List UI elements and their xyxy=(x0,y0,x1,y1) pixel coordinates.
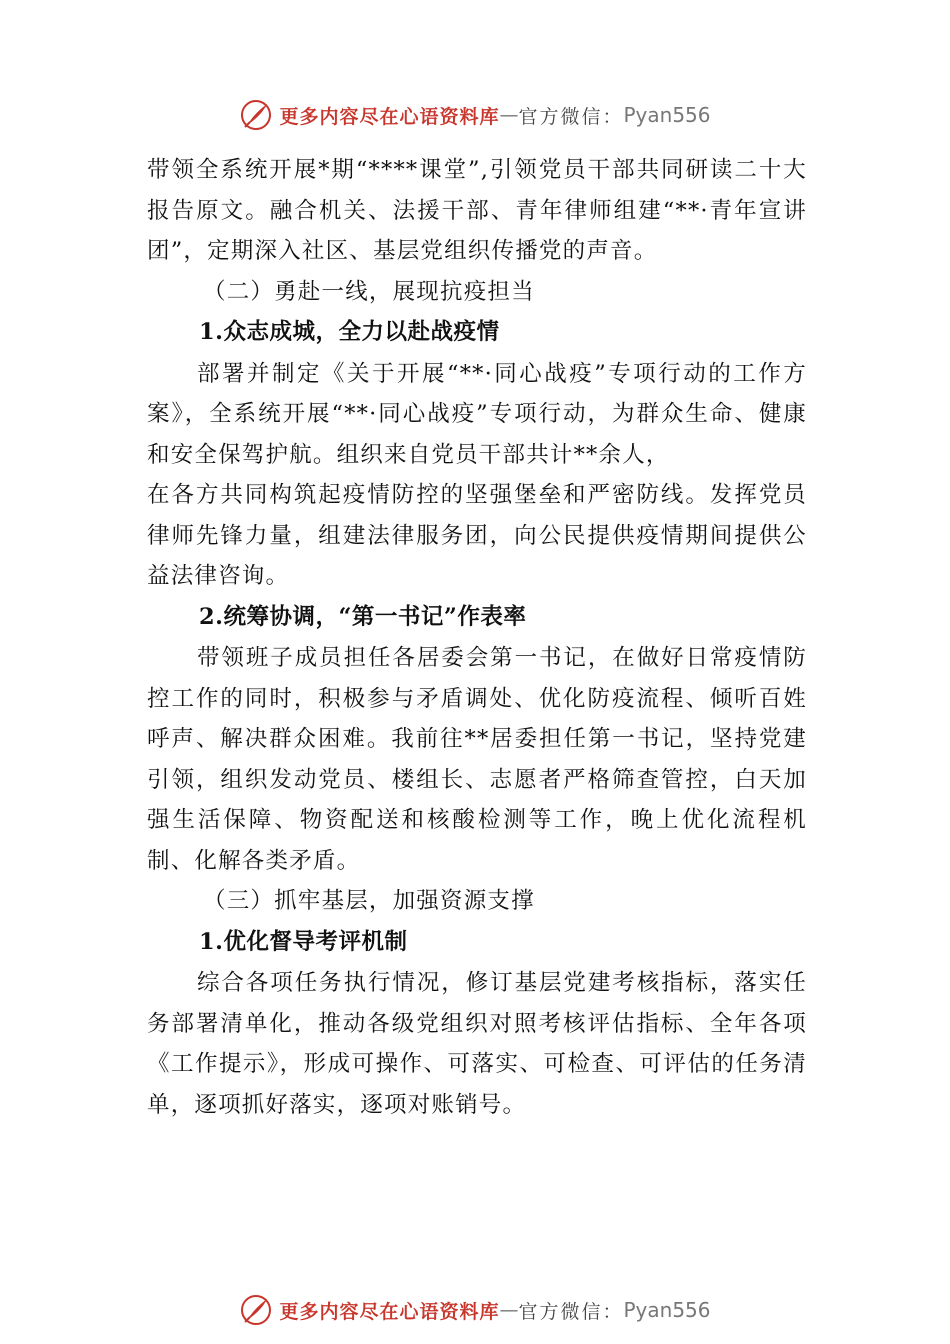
quill-pen-logo-icon xyxy=(239,98,273,132)
paragraph-study-classroom: 带领全系统开展*期“****课堂”,引领党员干部共同研读二十大报告原文。融合机关、法援干部、青年律师组建“**·青年宣讲团”，定期深入社区、基层党组织传播党的声音。 xyxy=(147,157,807,264)
banner-wechat-label: 官方微信： xyxy=(518,105,624,128)
banner-wechat-id: Pyan556 xyxy=(623,103,711,127)
paragraph-special-action-a: 部署并制定《关于开展“**·同心战疫”专项行动的工作方案》，全系统开展“**·同心战疫”专项行动，为群众生命、健康和安全保驾护航。组织来自党员干部共计**余人， xyxy=(147,360,807,468)
banner-brand-text: 更多内容尽在心语资料库 xyxy=(279,1300,500,1323)
banner-separator: — xyxy=(499,1299,519,1321)
footer-watermark-banner xyxy=(0,1290,950,1330)
document-body xyxy=(147,150,807,1125)
section-heading-frontline: （二）勇赴一线，展现抗疫担当 xyxy=(203,278,535,305)
banner-separator: — xyxy=(499,104,519,126)
quill-pen-logo-icon xyxy=(239,1293,273,1327)
banner-wechat-id: Pyan556 xyxy=(623,1298,711,1322)
paragraph-special-action-b: 在各方共同构筑起疫情防控的坚强堡垒和严密防线。发挥党员律师先锋力量，组建法律服务团，向公民提供疫情期间提供公益法律咨询。 xyxy=(147,482,807,589)
header-watermark-banner xyxy=(0,95,950,135)
subheading-evaluation-mechanism: 1.优化督导考评机制 xyxy=(199,928,408,955)
paragraph-evaluation-mechanism: 综合各项任务执行情况，修订基层党建考核指标，落实任务部署清单化，推动各级党组织对照考核评估指标、全年各项《工作提示》，形成可操作、可落实、可检查、可评估的任务清单，逐项抓好落实，逐项对账销号。 xyxy=(147,970,807,1118)
banner-wechat-label: 官方微信： xyxy=(518,1300,624,1323)
subheading-first-secretary: 2.统筹协调，“第一书记”作表率 xyxy=(199,603,527,630)
paragraph-first-secretary: 带领班子成员担任各居委会第一书记，在做好日常疫情防控工作的同时，积极参与矛盾调处、优化防疫流程、倾听百姓呼声、解决群众困难。我前往**居委担任第一书记，坚持党建引领，组织发动党员、楼组长、志愿者严格筛查管控，白天加强生活保障、物资配送和核酸检测等工作，晚上优化流程机制、化解各类矛盾。 xyxy=(147,645,807,874)
section-heading-grassroots: （三）抓牢基层，加强资源支撑 xyxy=(203,888,535,914)
banner-brand-text: 更多内容尽在心语资料库 xyxy=(279,105,500,128)
subheading-fight-epidemic: 1.众志成城，全力以赴战疫情 xyxy=(199,319,500,345)
